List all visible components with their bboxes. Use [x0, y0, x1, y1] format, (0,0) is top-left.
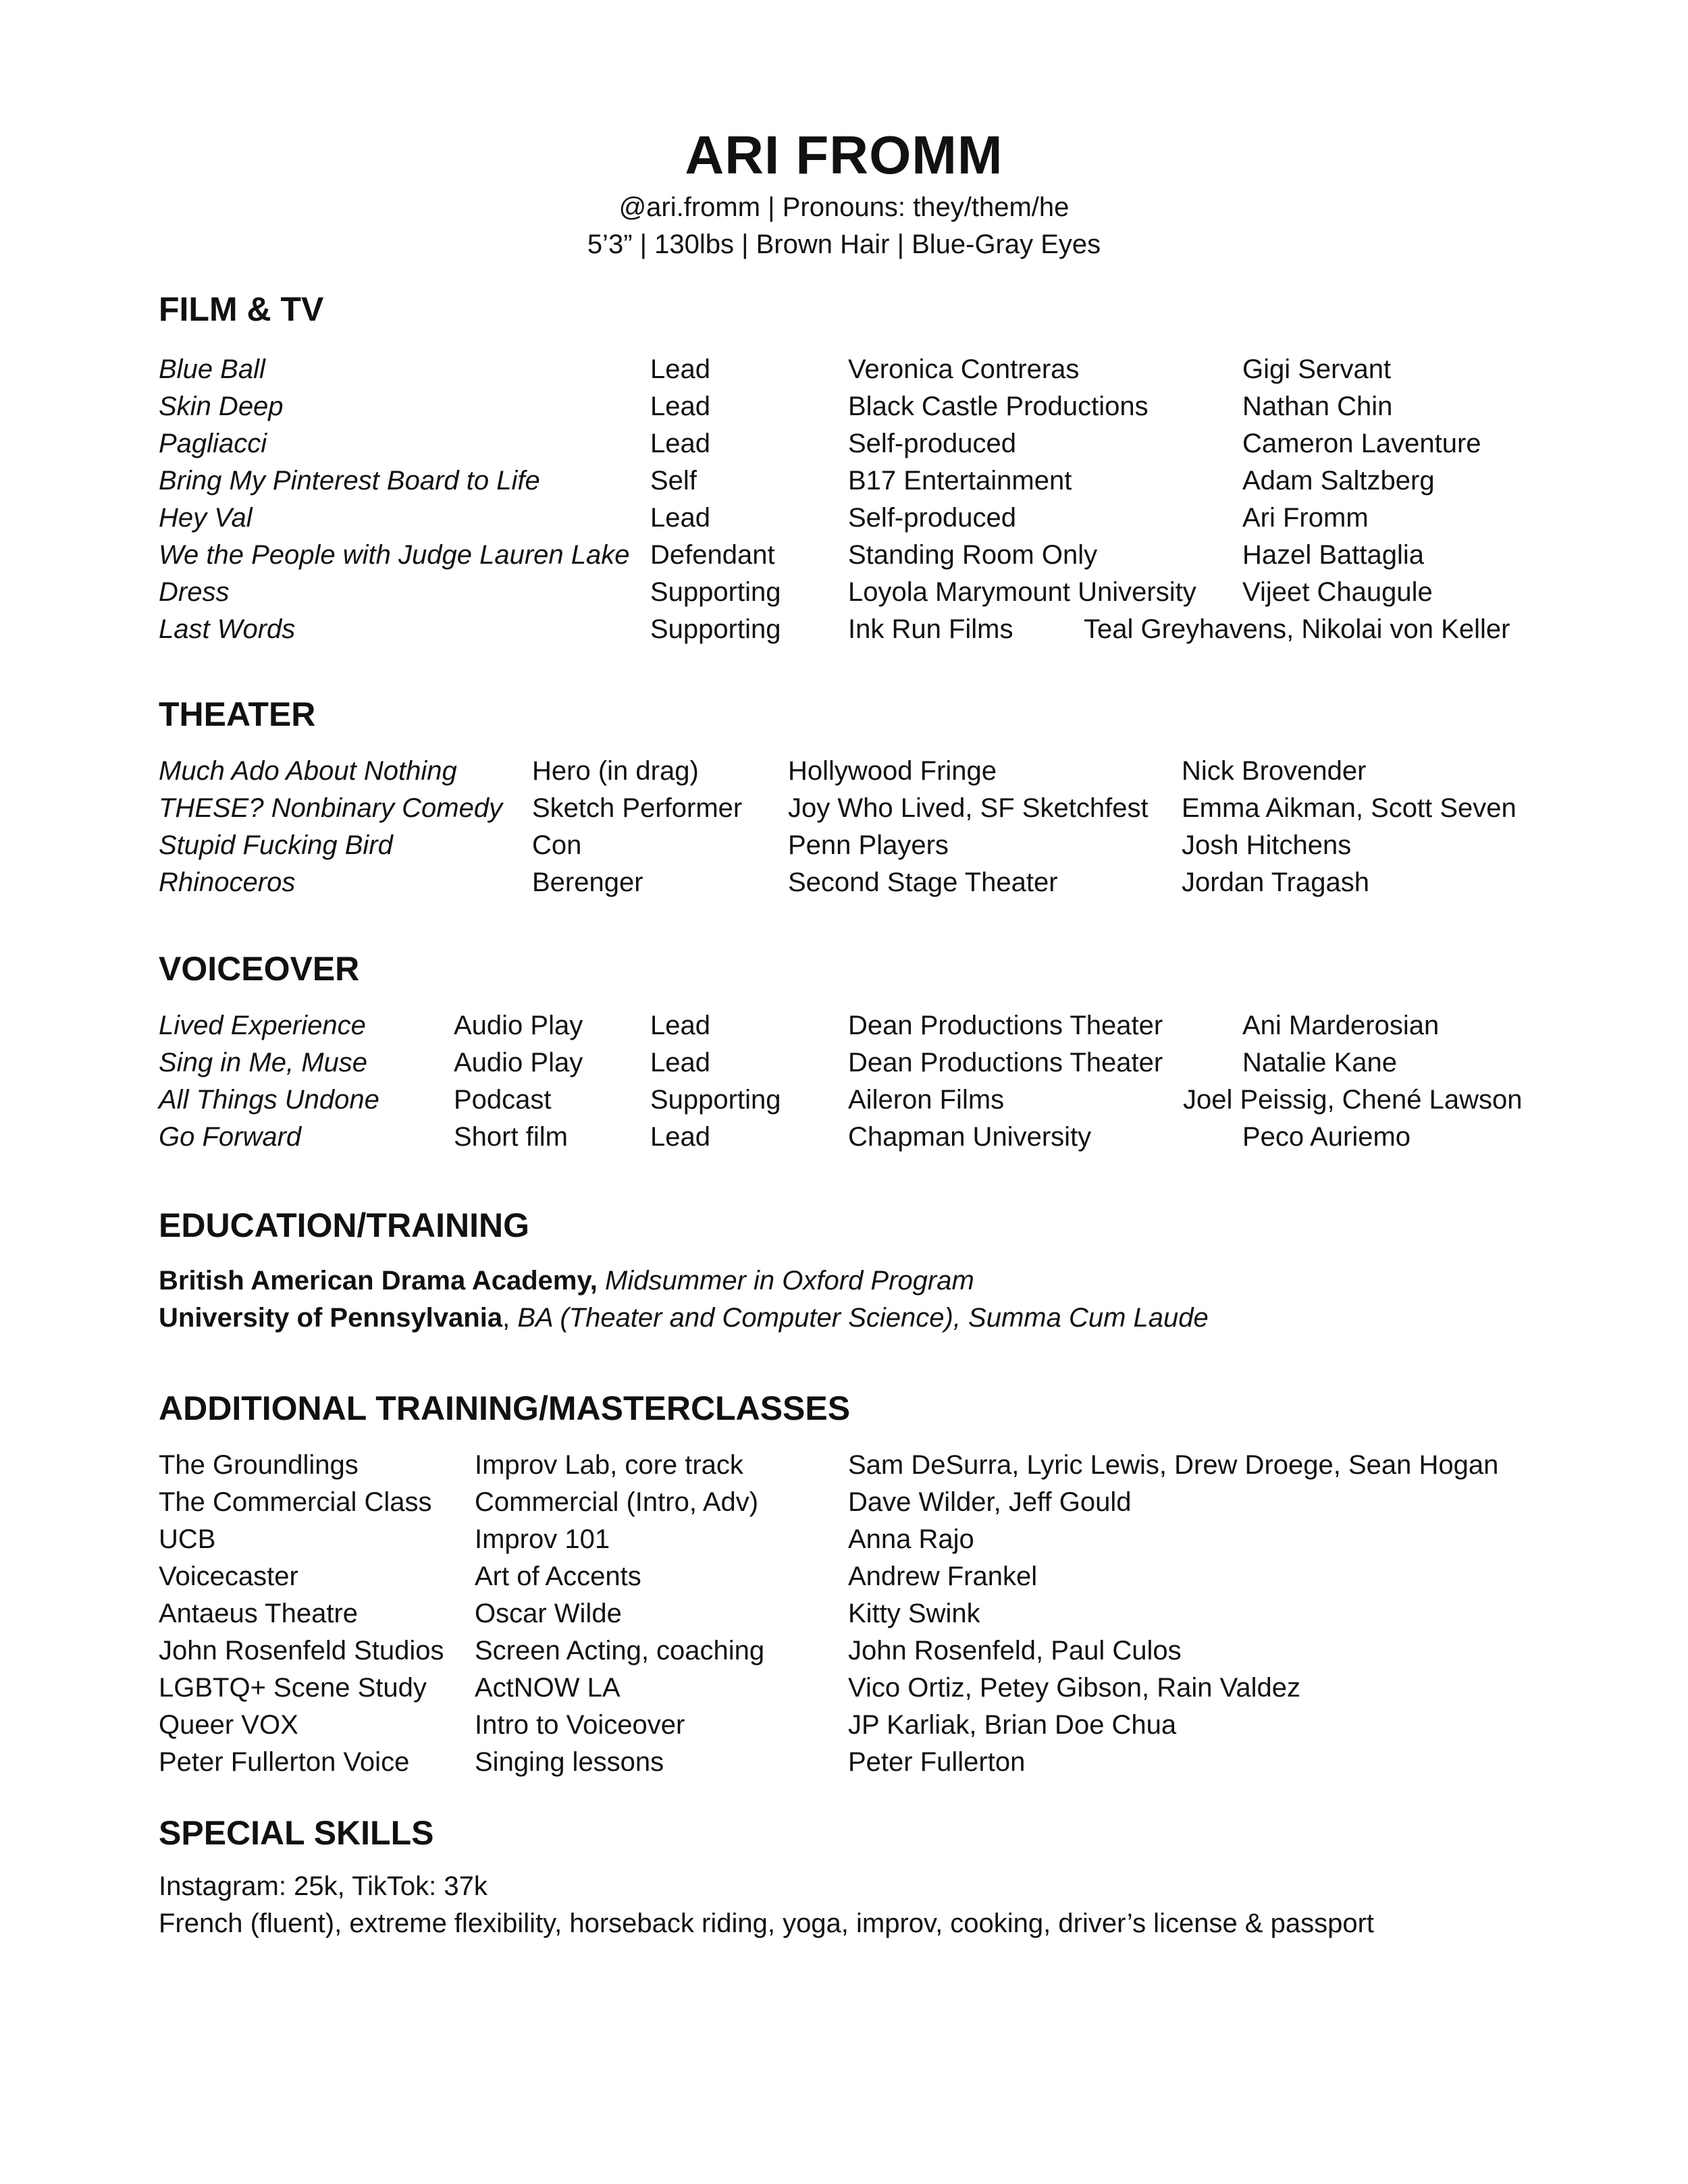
- credit-director: Emma Aikman, Scott Seven: [1182, 793, 1516, 823]
- credit-type: Audio Play: [454, 1048, 583, 1077]
- credit-role: Supporting: [650, 614, 781, 644]
- credit-role: Lead: [650, 392, 710, 421]
- credit-row: [0, 537, 1688, 574]
- credit-title: Go Forward: [159, 1122, 302, 1152]
- film-tv-credits: [0, 351, 1688, 648]
- credit-type: Podcast: [454, 1085, 552, 1115]
- training-row: [0, 1744, 1688, 1781]
- credit-role: Defendant: [650, 540, 775, 570]
- credit-row: [0, 753, 1688, 790]
- credit-role: Supporting: [650, 577, 781, 607]
- training-course: Intro to Voiceover: [475, 1710, 685, 1740]
- training-row: [0, 1632, 1688, 1670]
- credit-row: [0, 351, 1688, 388]
- credit-director: Joel Peissig, Chené Lawson: [1183, 1085, 1523, 1115]
- additional-training-list: [0, 1447, 1688, 1781]
- credit-title: All Things Undone: [159, 1085, 379, 1115]
- credit-company: Standing Room Only: [848, 540, 1098, 570]
- credit-company: Joy Who Lived, SF Sketchfest: [788, 793, 1149, 823]
- credit-company: Loyola Marymount University: [848, 577, 1196, 607]
- skills-list-line: French (fluent), extreme flexibility, horseback riding, yoga, improv, cooking, driver’s license & passport: [159, 1909, 1375, 1938]
- training-org: The Commercial Class: [159, 1487, 432, 1517]
- section-title-theater: THEATER: [159, 695, 316, 733]
- credit-company: Ink Run Films: [848, 614, 1013, 644]
- credit-title: Stupid Fucking Bird: [159, 830, 393, 860]
- credit-type: Short film: [454, 1122, 568, 1152]
- training-teachers: Andrew Frankel: [848, 1562, 1038, 1591]
- education-entry: [159, 1300, 1209, 1337]
- credit-row: [0, 790, 1688, 827]
- credit-role: Lead: [650, 1011, 710, 1040]
- training-course: Improv 101: [475, 1524, 610, 1554]
- credit-role: Lead: [650, 1048, 710, 1077]
- credit-type: Audio Play: [454, 1011, 583, 1040]
- credit-title: Blue Ball: [159, 354, 265, 384]
- training-course: ActNOW LA: [475, 1673, 621, 1703]
- credit-director: Gigi Servant: [1242, 354, 1392, 384]
- credit-role: Lead: [650, 1122, 710, 1152]
- training-course: Singing lessons: [475, 1747, 664, 1777]
- skills-social-line: Instagram: 25k, TikTok: 37k: [159, 1871, 487, 1901]
- credit-title: Bring My Pinterest Board to Life: [159, 466, 540, 496]
- training-org: Antaeus Theatre: [159, 1599, 359, 1628]
- training-teachers: John Rosenfeld, Paul Culos: [848, 1636, 1182, 1666]
- handle-pronouns-line: @ari.fromm | Pronouns: they/them/he: [618, 192, 1070, 222]
- training-row: [0, 1558, 1688, 1595]
- credit-role: Hero (in drag): [532, 756, 699, 786]
- theater-credits: [0, 753, 1688, 901]
- section-title-special-skills: SPECIAL SKILLS: [159, 1814, 434, 1852]
- credit-director: Nathan Chin: [1242, 392, 1393, 421]
- credit-company: Aileron Films: [848, 1085, 1005, 1115]
- training-course: Screen Acting, coaching: [475, 1636, 765, 1666]
- credit-row: [0, 388, 1688, 425]
- program-detail: Midsummer in Oxford Program: [597, 1266, 974, 1296]
- credit-row: [0, 611, 1688, 648]
- training-row: [0, 1521, 1688, 1558]
- credit-role: Self: [650, 466, 697, 496]
- credit-director: Peco Auriemo: [1242, 1122, 1411, 1152]
- physical-stats-line: 5’3” | 130lbs | Brown Hair | Blue-Gray Eyes: [587, 230, 1101, 259]
- program-detail: BA (Theater and Computer Science), Summa Cum Laude: [517, 1303, 1209, 1333]
- training-row: [0, 1447, 1688, 1484]
- separator: ,: [502, 1303, 518, 1333]
- credit-title: Pagliacci: [159, 429, 267, 458]
- training-teachers: Peter Fullerton: [848, 1747, 1026, 1777]
- credit-company: Second Stage Theater: [788, 868, 1058, 897]
- training-org: Peter Fullerton Voice: [159, 1747, 410, 1777]
- credit-title: Last Words: [159, 614, 296, 644]
- section-title-film-tv: FILM & TV: [159, 290, 324, 328]
- credit-title: Rhinoceros: [159, 868, 296, 897]
- credit-row: [0, 500, 1688, 537]
- training-org: UCB: [159, 1524, 216, 1554]
- school-name: University of Pennsylvania: [159, 1303, 503, 1333]
- credit-company: Hollywood Fringe: [788, 756, 997, 786]
- credit-director: Nick Brovender: [1182, 756, 1367, 786]
- voiceover-credits: [0, 1007, 1688, 1156]
- training-course: Improv Lab, core track: [475, 1450, 743, 1480]
- credit-row: [0, 1044, 1688, 1082]
- training-teachers: Dave Wilder, Jeff Gould: [848, 1487, 1132, 1517]
- training-org: The Groundlings: [159, 1450, 359, 1480]
- credit-row: [0, 1119, 1688, 1156]
- credit-role: Sketch Performer: [532, 793, 743, 823]
- credit-company: Self-produced: [848, 503, 1017, 533]
- training-teachers: Kitty Swink: [848, 1599, 980, 1628]
- credit-role: Supporting: [650, 1085, 781, 1115]
- school-name: British American Drama Academy,: [159, 1266, 598, 1296]
- credit-role: Con: [532, 830, 582, 860]
- credit-role: Lead: [650, 429, 710, 458]
- credit-row: [0, 1007, 1688, 1044]
- actor-name: ARI FROMM: [685, 125, 1003, 185]
- credit-row: [0, 827, 1688, 864]
- credit-director: Ani Marderosian: [1242, 1011, 1440, 1040]
- training-org: LGBTQ+ Scene Study: [159, 1673, 427, 1703]
- credit-title: Dress: [159, 577, 230, 607]
- credit-company: Chapman University: [848, 1122, 1092, 1152]
- credit-title: We the People with Judge Lauren Lake: [159, 540, 630, 570]
- training-teachers: JP Karliak, Brian Doe Chua: [848, 1710, 1177, 1740]
- credit-row: [0, 574, 1688, 611]
- credit-company: Dean Productions Theater: [848, 1048, 1163, 1077]
- training-org: Voicecaster: [159, 1562, 298, 1591]
- training-course: Art of Accents: [475, 1562, 641, 1591]
- credit-title: THESE? Nonbinary Comedy: [159, 793, 503, 823]
- credit-role: Berenger: [532, 868, 643, 897]
- credit-director: Natalie Kane: [1242, 1048, 1398, 1077]
- section-title-additional-training: ADDITIONAL TRAINING/MASTERCLASSES: [159, 1389, 851, 1427]
- training-org: Queer VOX: [159, 1710, 298, 1740]
- credit-director: Josh Hitchens: [1182, 830, 1352, 860]
- training-teachers: Anna Rajo: [848, 1524, 974, 1554]
- credit-company: Veronica Contreras: [848, 354, 1080, 384]
- credit-title: Skin Deep: [159, 392, 284, 421]
- credit-title: Sing in Me, Muse: [159, 1048, 368, 1077]
- section-title-voiceover: VOICEOVER: [159, 950, 360, 988]
- credit-title: Lived Experience: [159, 1011, 366, 1040]
- credit-company: Penn Players: [788, 830, 949, 860]
- credit-company: B17 Entertainment: [848, 466, 1072, 496]
- training-org: John Rosenfeld Studios: [159, 1636, 444, 1666]
- credit-director: Vijeet Chaugule: [1242, 577, 1433, 607]
- credit-director: Teal Greyhavens, Nikolai von Keller: [1084, 614, 1510, 644]
- credit-title: Hey Val: [159, 503, 253, 533]
- training-row: [0, 1484, 1688, 1521]
- credit-director: Hazel Battaglia: [1242, 540, 1425, 570]
- training-row: [0, 1595, 1688, 1632]
- training-row: [0, 1707, 1688, 1744]
- credit-director: Jordan Tragash: [1182, 868, 1369, 897]
- credit-company: Self-produced: [848, 429, 1017, 458]
- training-teachers: Sam DeSurra, Lyric Lewis, Drew Droege, Sean Hogan: [848, 1450, 1499, 1480]
- credit-row: [0, 425, 1688, 462]
- credit-row: [0, 462, 1688, 500]
- resume-header: [0, 122, 1688, 263]
- credit-title: Much Ado About Nothing: [159, 756, 457, 786]
- credit-role: Lead: [650, 354, 710, 384]
- credit-row: [0, 1082, 1688, 1119]
- training-row: [0, 1670, 1688, 1707]
- credit-company: Dean Productions Theater: [848, 1011, 1163, 1040]
- credit-director: Adam Saltzberg: [1242, 466, 1435, 496]
- section-title-education: EDUCATION/TRAINING: [159, 1206, 530, 1244]
- training-course: Commercial (Intro, Adv): [475, 1487, 759, 1517]
- training-teachers: Vico Ortiz, Petey Gibson, Rain Valdez: [848, 1673, 1300, 1703]
- credit-director: Ari Fromm: [1242, 503, 1369, 533]
- credit-role: Lead: [650, 503, 710, 533]
- credit-director: Cameron Laventure: [1242, 429, 1481, 458]
- credit-company: Black Castle Productions: [848, 392, 1149, 421]
- credit-row: [0, 864, 1688, 901]
- education-entry: [159, 1262, 974, 1300]
- training-course: Oscar Wilde: [475, 1599, 622, 1628]
